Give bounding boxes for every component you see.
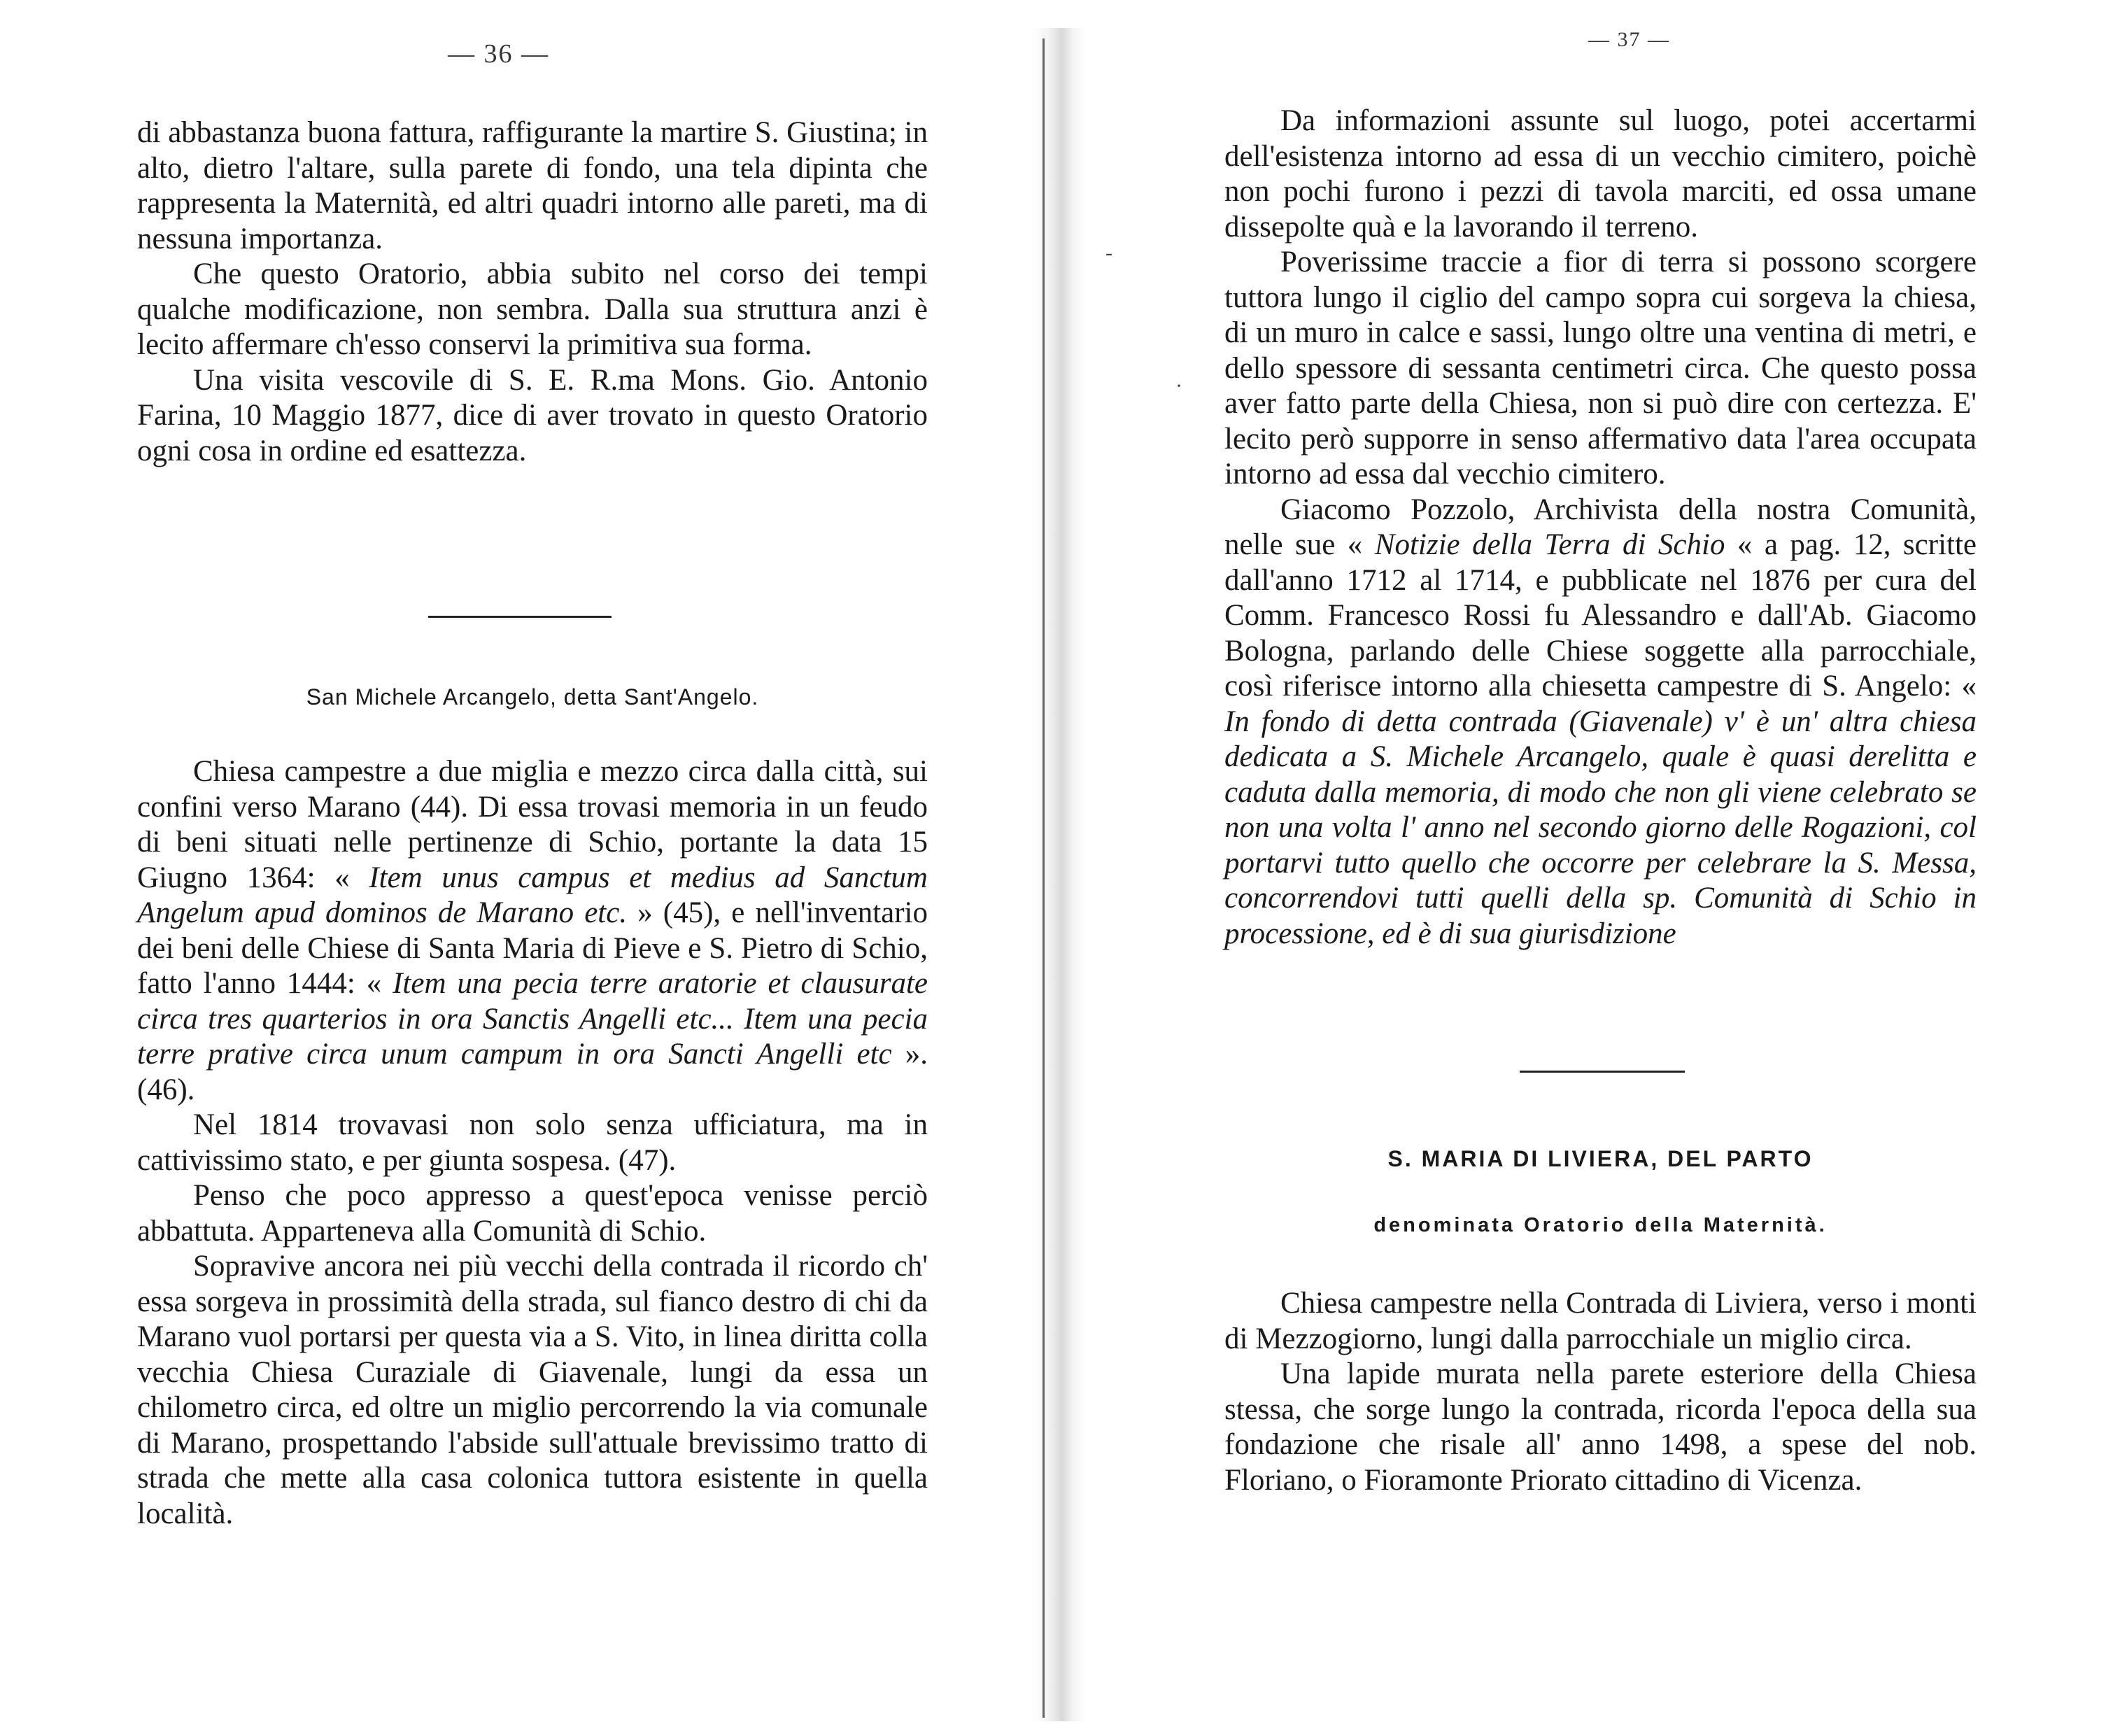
- p3-book-title: Notizie della Terra di Schio: [1374, 528, 1725, 561]
- margin-mark-dot: ·: [1175, 374, 1182, 397]
- left-paragraph-4: [137, 754, 928, 1108]
- section-subheading-maternita: denominata Oratorio della Maternità.: [1373, 1214, 1828, 1236]
- right-text-bottom: [1224, 1286, 1977, 1498]
- left-text-top: [137, 115, 928, 469]
- left-intro-paragraph: di abbastanza buona fattura, raffigurante la martire S. Giustina; in alto, dietro l'altare, sulla parete di fondo, una tela dipinta che rappresenta la Maternità, ed altri quadri intorno alle pareti, ma di nessuna importanza.: [137, 116, 928, 255]
- page-number-left: — 36 —: [448, 39, 549, 69]
- page-number-right: — 37 —: [1588, 28, 1670, 51]
- p4-text-c: » (45), e nell'inventario dei beni delle Chiese di Santa Maria di Pieve e S. Pietro di Schio, fatto l'anno 1444: «: [137, 896, 928, 1000]
- section-heading-sant-angelo: San Michele Arcangelo, detta Sant'Angelo.: [306, 684, 759, 710]
- p4-text-a: Chiesa campestre a due miglia e mezzo circa dalla città, sui confini verso Marano (44). Di essa trovasi memoria in un feudo di beni situati nelle pertinenze di Schio, portante la data 15 Giugno 1364: «: [137, 755, 928, 894]
- section-heading-liviera: S. MARIA DI LIVIERA, DEL PARTO: [1387, 1146, 1814, 1171]
- left-paragraph-6: Penso che poco appresso a quest'epoca venisse perciò abbattuta. Apparteneva alla Comunità di Schio.: [137, 1179, 928, 1248]
- p3-text-c: « a pag. 12, scritte dall'anno 1712 al 1714, e pubblicate nel 1876 per cura del Comm. Francesco Rossi fu Alessandro e dall'Ab. Giacomo Bologna, parlando delle Chiese soggette alla parrocchiale, così riferisce intorno alla chiesetta campestre di S. Angelo: «: [1224, 528, 1977, 703]
- book-gutter-line: [1043, 38, 1045, 1718]
- left-paragraph-2: Che questo Oratorio, abbia subito nel corso dei tempi qualche modificazione, non sembra. Dalla sua struttura anzi è lecito affermare ch'esso conservi la primitiva sua forma.: [137, 257, 928, 361]
- left-text-bottom: [137, 754, 928, 1532]
- margin-mark-dash: -: [1105, 241, 1112, 264]
- right-text-top: [1224, 104, 1977, 952]
- left-paragraph-7: Sopravive ancora nei più vecchi della contrada il ricordo ch' essa sorgeva in prossimità della strada, sul fianco destro di chi da Marano vuol portarsi per questa via a S. Vito, in linea diritta colla vecchia Chiesa Curaziale di Giavenale, lungi da essa un chilometro circa, ed oltre un miglio percorrendo la via comunale di Marano, prospettando l'abside sull'attuale brevissimo tratto di strada che mette alla casa colonica tuttora esistente in quella località.: [137, 1250, 928, 1530]
- right-paragraph-1: Da informazioni assunte sul luogo, potei accertarmi dell'esistenza intorno ad essa di un vecchio cimitero, poichè non pochi furono i pezzi di tavola marciti, ed ossa umane dissepolte quà e la lavorando il terreno.: [1224, 104, 1977, 244]
- p4-latin-quote-2: Item una pecia terre aratorie et clausurate circa tres quarterios in ora Sanctis Angelli etc... Item una pecia terre prative circa unum campum in ora Sancti Angelli etc: [137, 967, 928, 1071]
- p4-latin-quote-1: Item unus campus et medius ad Sanctum Angelum apud dominos de Marano etc.: [137, 861, 928, 929]
- p4-text-e: ». (46).: [137, 1038, 928, 1106]
- right-paragraph-2: Poverissime traccie a fior di terra si possono scorgere tuttora lungo il ciglio del campo sopra cui sorgeva la chiesa, di un muro in calce e sassi, lungo oltre una ventina di metri, e dello spessore di sessanta centimetri circa. Che questo possa aver fatto parte della Chiesa, non si può dire con certezza. E' lecito però supporre in senso affermativo data l'area occupata intorno ad essa dal vecchio cimitero.: [1224, 246, 1977, 491]
- right-page: [1077, 0, 2106, 1736]
- right-paragraph-5: Una lapide murata nella parete esteriore della Chiesa stessa, che sorge lungo la contrada, ricorda l'epoca della sua fondazione che risale all' anno 1498, a spese del nob. Floriano, o Fioramonte Priorato cittadino di Vicenza.: [1224, 1357, 1977, 1497]
- right-paragraph-3: [1224, 493, 1977, 952]
- section-divider-left: [428, 616, 612, 618]
- left-paragraph-5: Nel 1814 trovavasi non solo senza ufficiatura, ma in cattivissimo stato, e per giunta sospesa. (47).: [137, 1108, 928, 1177]
- left-paragraph-3: Una visita vescovile di S. E. R.ma Mons. Gio. Antonio Farina, 10 Maggio 1877, dice di aver trovato in questo Oratorio ogni cosa in ordine ed esattezza.: [137, 363, 928, 467]
- section-divider-right: [1520, 1071, 1685, 1073]
- p3-text-a: Giacomo Pozzolo, Archivista della nostra Comunità, nelle sue «: [1224, 493, 1977, 561]
- left-page: [0, 0, 1036, 1736]
- p3-italian-quote: In fondo di detta contrada (Giavenale) v' è un' altra chiesa dedicata a S. Michele Arcangelo, quale è quasi derelitta e caduta dalla memoria, di modo che non gli viene celebrato se non una volta l' anno nel secondo giorno delle Rogazioni, col portarvi tutto quello che occorre per celebrare la S. Messa, concorrendovi tutti quelli della sp. Comunità di Schio in processione, ed è di sua giurisdizione: [1224, 705, 1977, 950]
- right-paragraph-4: Chiesa campestre nella Contrada di Liviera, verso i monti di Mezzogiorno, lungi dalla parrocchiale un miglio circa.: [1224, 1287, 1977, 1355]
